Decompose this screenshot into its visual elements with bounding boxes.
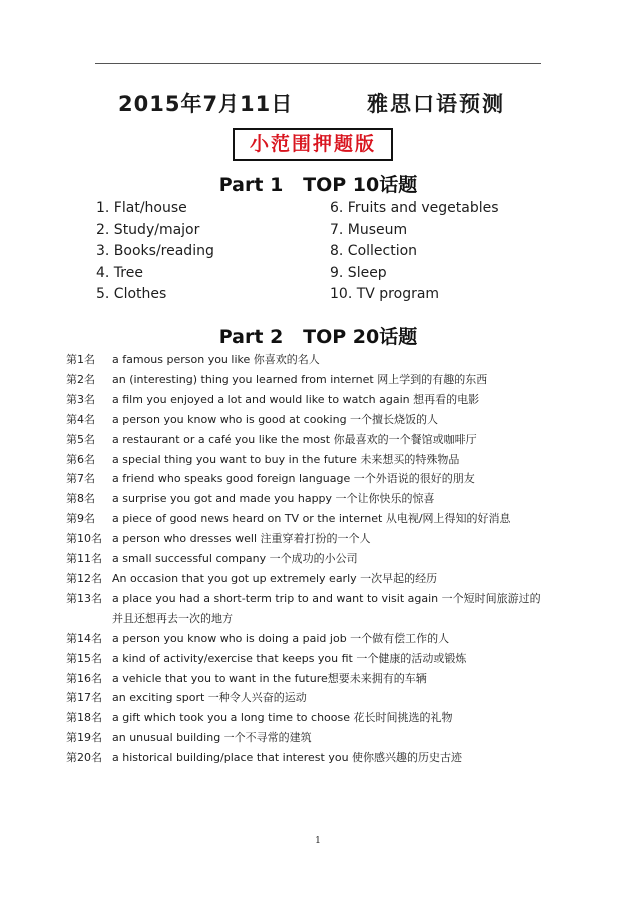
topic-rank: 第7名 bbox=[66, 472, 95, 486]
topic-text: an (interesting) thing you learned from internet 网上学到的有趣的东西 bbox=[112, 372, 488, 386]
topic-text: an unusual building 一个不寻常的建筑 bbox=[112, 731, 312, 745]
part2-topic bbox=[66, 489, 546, 509]
edition-badge: 小范围押题版 bbox=[233, 128, 393, 161]
topic-rank: 第13名 bbox=[66, 591, 102, 605]
part2-topic bbox=[66, 688, 546, 708]
page-number: 1 bbox=[315, 836, 321, 846]
topic-rank: 第17名 bbox=[66, 691, 102, 705]
title-date: 2015年7月11日 bbox=[118, 92, 294, 116]
part1-heading: Part 1 TOP 10话题 bbox=[218, 174, 418, 196]
part1-topic: 3. Books/reading bbox=[96, 243, 214, 259]
topic-text: a surprise you got and made you happy 一个让你快乐的惊喜 bbox=[112, 492, 435, 506]
topic-text: a place you had a short-term trip to and want to visit again 一个短时间旅游过的并且还想再去一次的地方 bbox=[112, 591, 541, 625]
topic-text: a person you know who is doing a paid job 一个做有偿工作的人 bbox=[112, 631, 450, 645]
topic-text: An occasion that you got up extremely early 一次早起的经历 bbox=[112, 571, 438, 585]
part2-topic bbox=[66, 728, 546, 748]
part1-topic: 7. Museum bbox=[330, 221, 408, 238]
part2-topic bbox=[66, 589, 546, 629]
topic-rank: 第1名 bbox=[66, 353, 95, 366]
page-title bbox=[0, 88, 636, 122]
topic-rank: 第15名 bbox=[66, 651, 102, 665]
part2-topic bbox=[66, 669, 546, 689]
part1-topic: 4. Tree bbox=[96, 264, 143, 281]
topic-text: a small successful company 一个成功的小公司 bbox=[112, 552, 358, 566]
topic-rank: 第8名 bbox=[66, 492, 95, 506]
part1-topic: 2. Study/major bbox=[96, 221, 200, 238]
part2-topic bbox=[66, 410, 546, 430]
part2-topic-list bbox=[66, 350, 546, 768]
topic-rank: 第18名 bbox=[66, 711, 102, 725]
topic-text: a vehicle that you to want in the future想要未来拥有的车辆 bbox=[112, 671, 427, 685]
part2-topic bbox=[66, 748, 546, 768]
part2-topic bbox=[66, 708, 546, 728]
topic-text: a famous person you like 你喜欢的名人 bbox=[112, 353, 320, 366]
topic-rank: 第10名 bbox=[66, 532, 102, 546]
topic-rank: 第2名 bbox=[66, 372, 95, 386]
part2-topic bbox=[66, 450, 546, 470]
topic-text: a person who dresses well 注重穿着打扮的一个人 bbox=[112, 532, 371, 546]
part2-topic bbox=[66, 569, 546, 589]
topic-rank: 第11名 bbox=[66, 552, 102, 566]
topic-rank: 第20名 bbox=[66, 751, 102, 765]
topic-text: a restaurant or a café you like the most 你最喜欢的一个餐馆或咖啡厅 bbox=[112, 432, 477, 446]
part2-topic bbox=[66, 350, 546, 370]
part1-left-column bbox=[96, 198, 214, 306]
topic-rank: 第19名 bbox=[66, 731, 102, 745]
part2-topic bbox=[66, 529, 546, 549]
part2-topic bbox=[66, 390, 546, 410]
part2-topic bbox=[66, 649, 546, 669]
part2-heading: Part 2 TOP 20话题 bbox=[218, 326, 418, 348]
part2-topic bbox=[66, 469, 546, 489]
topic-text: a special thing you want to buy in the future 未来想买的特殊物品 bbox=[112, 452, 460, 466]
topic-text: an exciting sport 一种令人兴奋的运动 bbox=[112, 691, 307, 705]
topic-rank: 第6名 bbox=[66, 452, 95, 466]
title-topic: 雅思口语预测 bbox=[367, 92, 505, 116]
part1-topic: 10. TV program bbox=[330, 286, 440, 302]
topic-rank: 第16名 bbox=[66, 671, 102, 685]
part1-right-column bbox=[330, 198, 499, 306]
topic-text: a film you enjoyed a lot and would like to watch again 想再看的电影 bbox=[112, 392, 480, 406]
part1-topic: 9. Sleep bbox=[330, 264, 387, 281]
topic-text: a person you know who is good at cooking 一个擅长烧饭的人 bbox=[112, 412, 439, 426]
part2-topic bbox=[66, 430, 546, 450]
part1-topic: 6. Fruits and vegetables bbox=[330, 200, 499, 216]
part2-topic bbox=[66, 509, 546, 529]
topic-text: a historical building/place that interest you 使你感兴趣的历史古迹 bbox=[112, 751, 463, 765]
topic-rank: 第14名 bbox=[66, 631, 102, 645]
part2-topic bbox=[66, 370, 546, 390]
topic-rank: 第12名 bbox=[66, 571, 102, 585]
part2-topic bbox=[66, 629, 546, 649]
topic-rank: 第4名 bbox=[66, 412, 95, 426]
header-rule bbox=[95, 63, 541, 64]
topic-text: a piece of good news heard on TV or the internet 从电视/网上得知的好消息 bbox=[112, 512, 511, 526]
part1-topic: 8. Collection bbox=[330, 243, 418, 259]
topic-rank: 第3名 bbox=[66, 392, 95, 406]
topic-text: a friend who speaks good foreign language 一个外语说的很好的朋友 bbox=[112, 472, 475, 486]
part1-topic: 1. Flat/house bbox=[96, 200, 187, 216]
part2-topic bbox=[66, 549, 546, 569]
topic-rank: 第9名 bbox=[66, 512, 95, 526]
part1-topic: 5. Clothes bbox=[96, 286, 167, 302]
topic-text: a kind of activity/exercise that keeps you fit 一个健康的活动或锻炼 bbox=[112, 651, 467, 665]
topic-rank: 第5名 bbox=[66, 432, 95, 446]
topic-text: a gift which took you a long time to choose 花长时间挑选的礼物 bbox=[112, 711, 453, 725]
